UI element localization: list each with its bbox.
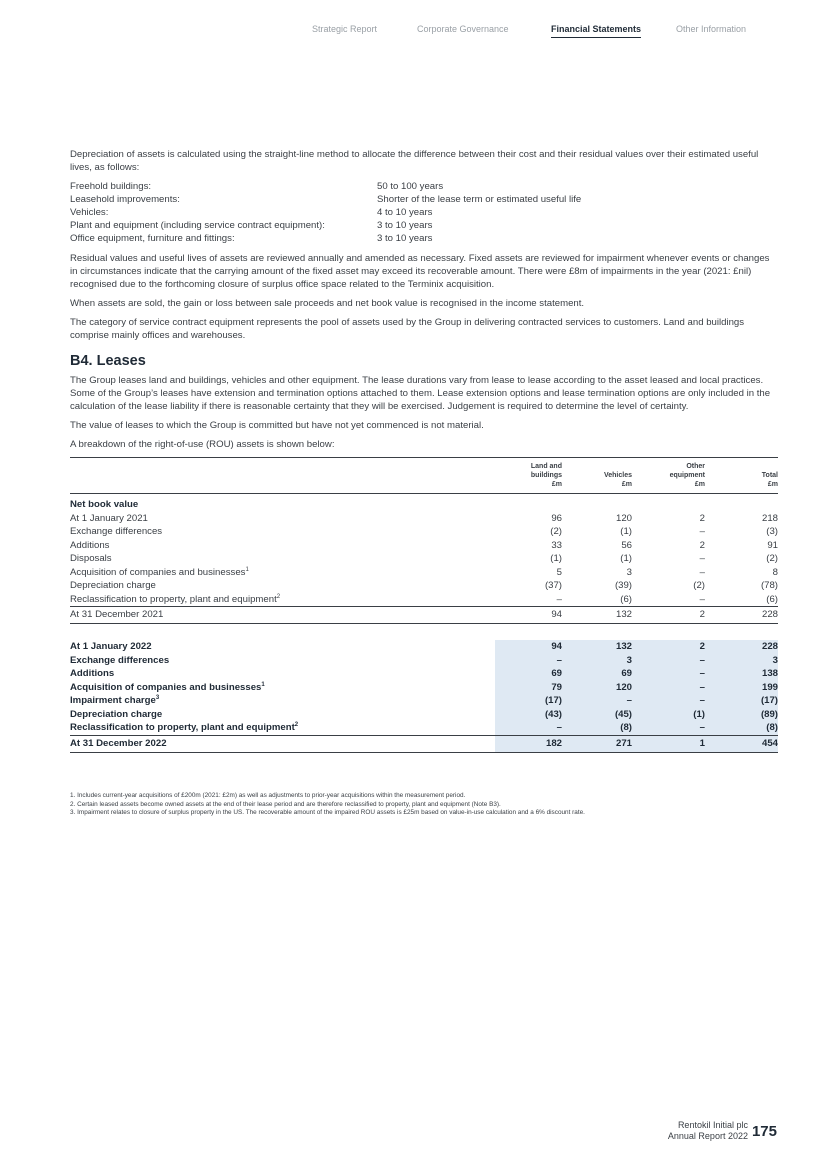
value-vehicles: (45) [565, 708, 635, 722]
row-label: Reclassification to property, plant and equipment$^2$ [70, 593, 281, 605]
header-total: Total £m [708, 458, 778, 494]
asset-life: 4 to 10 years [377, 207, 433, 218]
useful-life-row [70, 180, 778, 193]
useful-life-row [70, 206, 778, 219]
value-vehicles: 69 [565, 667, 635, 681]
leases-paragraph: The Group leases land and buildings, vehicles and other equipment. The lease durations vary from lease to lease according to the asset leased and local practices. Some of the Group’s leases have extension and termination options attached to them. Lease extension options and lease termination options are only included in the calculation of the lease liability if there is reasonable certainty that they will be exercised. Judgement is required to determine the level of certainty. [70, 375, 771, 412]
value-other-equipment: – [635, 654, 708, 668]
table-row [70, 579, 778, 593]
value-total: 3 [708, 654, 778, 668]
rou-assets-table [70, 457, 778, 753]
useful-lives-list [70, 180, 778, 245]
value-vehicles: (39) [614, 580, 632, 591]
impairment-paragraph: Residual values and useful lives of assets are reviewed annually and amended as necessary. Fixed assets are reviewed for impairment whenever events or changes in circumstances indicate that the carrying amount of the fixed asset may exceed its recoverable amount. There were £8m of impairments in the year (2021: £nil) recognised due to the forthcoming closure of surplus office space related to the Terminix acquisition. [70, 253, 770, 290]
table-row [70, 640, 778, 654]
header-land-buildings: Land and buildings £m [495, 458, 565, 494]
value-vehicles: – [565, 694, 635, 708]
section-label-row [70, 494, 778, 512]
asset-life: 3 to 10 years [377, 233, 433, 244]
leases-commitment-paragraph: The value of leases to which the Group is committed but have not yet commenced is not material. [70, 420, 484, 431]
row-label: Depreciation charge [70, 708, 163, 720]
table-row [70, 552, 778, 566]
value-other-equipment: – [699, 593, 705, 605]
value-total: 199 [708, 681, 778, 695]
asset-life: 50 to 100 years [377, 181, 444, 192]
footnote-1: 1. Includes current-year acquisitions of £200m (2021: £2m) as well as adjustments to prior-year acquisitions within the measurement period. [70, 792, 466, 799]
value-land-buildings: 33 [551, 539, 562, 551]
value-vehicles: (6) [620, 593, 632, 605]
page-footer [668, 1120, 777, 1142]
value-other-equipment: 2 [635, 640, 708, 654]
nav-item-strategic-report[interactable]: Strategic Report [312, 24, 378, 34]
value-vehicles: 120 [565, 681, 635, 695]
value-vehicles: 56 [621, 539, 632, 551]
value-other-equipment: 2 [635, 607, 708, 624]
useful-life-row [70, 219, 778, 232]
row-label: Exchange differences [70, 526, 163, 537]
value-land-buildings: 182 [495, 735, 565, 752]
value-land-buildings: 79 [495, 681, 565, 695]
row-label: Acquisition of companies and businesses$^1$ [70, 566, 249, 578]
value-vehicles: 271 [565, 735, 635, 752]
row-label: Impairment charge$^3$ [70, 694, 160, 706]
header-other-equipment: Other equipment £m [635, 458, 708, 494]
table-row [70, 607, 778, 624]
footnote-2: 2. Certain leased assets become owned assets at the end of their lease period and are therefore reclassified to property, plant and equipment (Note B3). [70, 800, 501, 808]
value-other-equipment: – [699, 553, 705, 564]
value-vehicles: (1) [620, 526, 632, 537]
value-land-buildings: (2) [550, 526, 562, 537]
value-total: 218 [761, 512, 778, 524]
value-land-buildings: (1) [550, 553, 562, 564]
value-land-buildings: – [495, 721, 565, 735]
row-label: At 1 January 2022 [70, 641, 152, 652]
table-header-row [70, 458, 778, 494]
useful-life-row [70, 232, 778, 245]
value-vehicles: 132 [565, 607, 635, 624]
row-label: Depreciation charge [70, 580, 156, 591]
header-vehicles: Vehicles £m [565, 458, 635, 494]
top-navigation [0, 24, 825, 44]
row-label: Additions [70, 539, 110, 551]
value-other-equipment: – [699, 526, 705, 537]
value-land-buildings: 94 [495, 607, 565, 624]
value-total: 8 [772, 566, 778, 578]
row-label: Acquisition of companies and businesses$^1$ [70, 681, 265, 693]
value-land-buildings: (43) [495, 708, 565, 722]
row-label: Disposals [70, 553, 112, 564]
table-row [70, 667, 778, 681]
nav-item-other-information[interactable]: Other Information [676, 24, 747, 34]
asset-type: Office equipment, furniture and fittings: [70, 233, 235, 244]
value-total: 228 [708, 607, 778, 624]
footer-company: Rentokil Initial plc [677, 1120, 748, 1130]
page-number: 175 [751, 1122, 777, 1140]
footnote-reference: 1 [261, 681, 265, 688]
asset-life: Shorter of the lease term or estimated useful life [377, 194, 582, 205]
section-heading-leases: B4. Leases [70, 353, 146, 369]
value-other-equipment: 2 [699, 512, 705, 524]
asset-type: Leasehold improvements: [70, 194, 180, 205]
table-row [70, 721, 778, 735]
value-total: (3) [766, 526, 778, 537]
footnote-reference: 2 [276, 593, 281, 600]
value-vehicles: 3 [626, 566, 632, 578]
useful-life-row [70, 193, 778, 206]
service-equipment-paragraph: The category of service contract equipment represents the pool of assets used by the Group in delivering contracted services to customers. Land and buildings comprise mainly offices and warehouses. [70, 317, 745, 341]
table-row [70, 735, 778, 752]
value-total: (6) [766, 593, 778, 605]
value-other-equipment: – [635, 667, 708, 681]
value-land-buildings: – [556, 593, 562, 605]
value-vehicles: (1) [620, 553, 632, 564]
value-land-buildings: (37) [544, 580, 562, 591]
table-row [70, 525, 778, 539]
value-other-equipment: (1) [635, 708, 708, 722]
value-total: 228 [708, 640, 778, 654]
main-content [70, 148, 778, 753]
value-vehicles: (8) [565, 721, 635, 735]
row-label: At 31 December 2021 [70, 607, 495, 624]
value-land-buildings: 94 [495, 640, 565, 654]
value-total: 138 [708, 667, 778, 681]
table-row [70, 566, 778, 580]
disposal-paragraph: When assets are sold, the gain or loss between sale proceeds and net book value is recognised in the income statement. [70, 298, 585, 309]
footer-report: Annual Report 2022 [667, 1131, 748, 1141]
value-other-equipment: – [699, 566, 705, 578]
value-vehicles: 120 [615, 512, 632, 524]
section-label: Net book value [70, 499, 139, 510]
value-other-equipment: – [635, 681, 708, 695]
value-total: (17) [708, 694, 778, 708]
asset-life: 3 to 10 years [377, 220, 433, 231]
row-label: Reclassification to property, plant and equipment$^2$ [70, 721, 299, 733]
footnotes [70, 792, 778, 818]
nav-item-financial-statements[interactable]: Financial Statements [551, 24, 641, 38]
table-row [70, 654, 778, 668]
row-label: Additions [70, 668, 115, 679]
table-row [70, 593, 778, 607]
value-land-buildings: 5 [556, 566, 562, 578]
value-other-equipment: – [635, 721, 708, 735]
value-other-equipment: 1 [635, 735, 708, 752]
value-land-buildings: (17) [495, 694, 565, 708]
footnote-reference: 3 [155, 694, 160, 701]
nav-item-corporate-governance[interactable]: Corporate Governance [417, 24, 509, 34]
asset-type: Vehicles: [70, 207, 109, 218]
row-label: At 1 January 2021 [70, 512, 148, 524]
table-row [70, 539, 778, 553]
table-spacer [70, 624, 778, 641]
value-vehicles: 3 [565, 654, 635, 668]
value-other-equipment: (2) [693, 580, 705, 591]
asset-type: Plant and equipment (including service contract equipment): [70, 220, 325, 231]
value-land-buildings: 96 [551, 512, 562, 524]
asset-type: Freehold buildings: [70, 181, 152, 192]
value-land-buildings: 69 [495, 667, 565, 681]
value-other-equipment: 2 [699, 539, 705, 551]
row-label: Exchange differences [70, 654, 170, 666]
value-total: (89) [708, 708, 778, 722]
footnote-reference: 1 [245, 566, 249, 573]
table-row [70, 708, 778, 722]
value-vehicles: 132 [565, 640, 635, 654]
value-total: (2) [766, 553, 778, 564]
value-total: 454 [708, 735, 778, 752]
rou-breakdown-intro: A breakdown of the right-of-use (ROU) assets is shown below: [70, 439, 335, 450]
value-total: 91 [767, 539, 778, 551]
value-land-buildings: – [495, 654, 565, 668]
row-label: At 31 December 2022 [70, 735, 495, 752]
footnote-reference: 2 [294, 721, 299, 728]
value-total: (8) [708, 721, 778, 735]
table-row [70, 694, 778, 708]
table-row [70, 512, 778, 526]
header-label-column [70, 458, 495, 494]
table-row [70, 681, 778, 695]
depreciation-intro: Depreciation of assets is calculated using the straight-line method to allocate the difference between their cost and their residual values over their estimated useful lives, as follows: [70, 149, 759, 173]
footnote-3: 3. Impairment relates to closure of surplus property in the US. The recoverable amount of the impaired ROU assets is £25m based on value-in-use calculation and a 6% discount rate. [70, 809, 585, 816]
value-total: (78) [760, 580, 778, 591]
value-other-equipment: – [635, 694, 708, 708]
